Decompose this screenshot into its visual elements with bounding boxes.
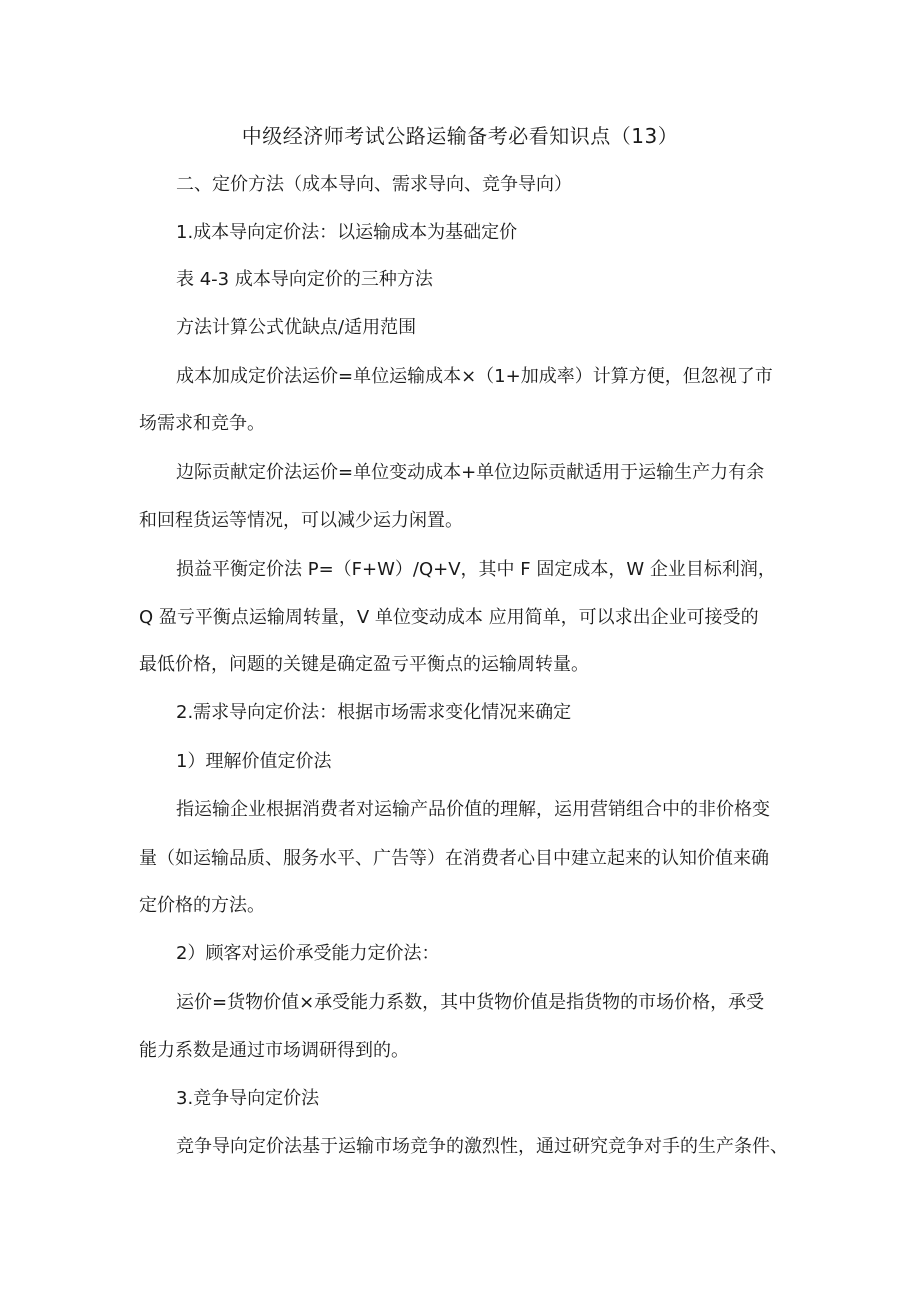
paragraph-line: 竞争导向定价法基于运输市场竞争的激烈性，通过研究竞争对手的生产条件、 [176, 1136, 788, 1157]
subsection-affordability: 2）顾客对运价承受能力定价法： [176, 943, 440, 964]
paragraph-line: 能力系数是通过市场调研得到的。 [139, 1040, 409, 1061]
paragraph-line: 场需求和竞争。 [139, 413, 265, 434]
paragraph-line: 量（如运输品质、服务水平、广告等）在消费者心目中建立起来的认知价值来确 [139, 848, 769, 869]
paragraph-line: 指运输企业根据消费者对运输产品价值的理解，运用营销组合中的非价格变 [176, 799, 770, 820]
document-title: 中级经济师考试公路运输备考必看知识点（13） [241, 124, 679, 148]
subsection-competition-oriented: 3.竞争导向定价法 [176, 1088, 320, 1109]
table-caption: 表 4-3 成本导向定价的三种方法 [176, 269, 433, 290]
paragraph-line: 边际贡献定价法运价=单位变动成本+单位边际贡献适用于运输生产力有余 [176, 462, 765, 483]
table-header-line: 方法计算公式优缺点/适用范围 [176, 317, 417, 338]
paragraph-line: 损益平衡定价法 P=（F+W）/Q+V，其中 F 固定成本，W 企业目标利润， [176, 559, 776, 580]
paragraph-line: 成本加成定价法运价=单位运输成本×（1+加成率）计算方便，但忽视了市 [176, 366, 773, 387]
paragraph-line: 运价=货物价值×承受能力系数，其中货物价值是指货物的市场价格，承受 [176, 992, 765, 1013]
subsection-cost-oriented: 1.成本导向定价法：以运输成本为基础定价 [176, 222, 518, 243]
section-heading-pricing-methods: 二、定价方法（成本导向、需求导向、竞争导向） [176, 174, 572, 195]
paragraph-line: 最低价格，问题的关键是确定盈亏平衡点的运输周转量。 [139, 654, 589, 675]
subsection-demand-oriented: 2.需求导向定价法：根据市场需求变化情况来确定 [176, 702, 572, 723]
paragraph-line: 和回程货运等情况，可以减少运力闲置。 [139, 510, 463, 531]
subsection-perceived-value: 1）理解价值定价法 [176, 751, 332, 772]
paragraph-line: 定价格的方法。 [139, 895, 265, 916]
paragraph-line: Q 盈亏平衡点运输周转量，V 单位变动成本 应用简单，可以求出企业可接受的 [139, 607, 759, 628]
